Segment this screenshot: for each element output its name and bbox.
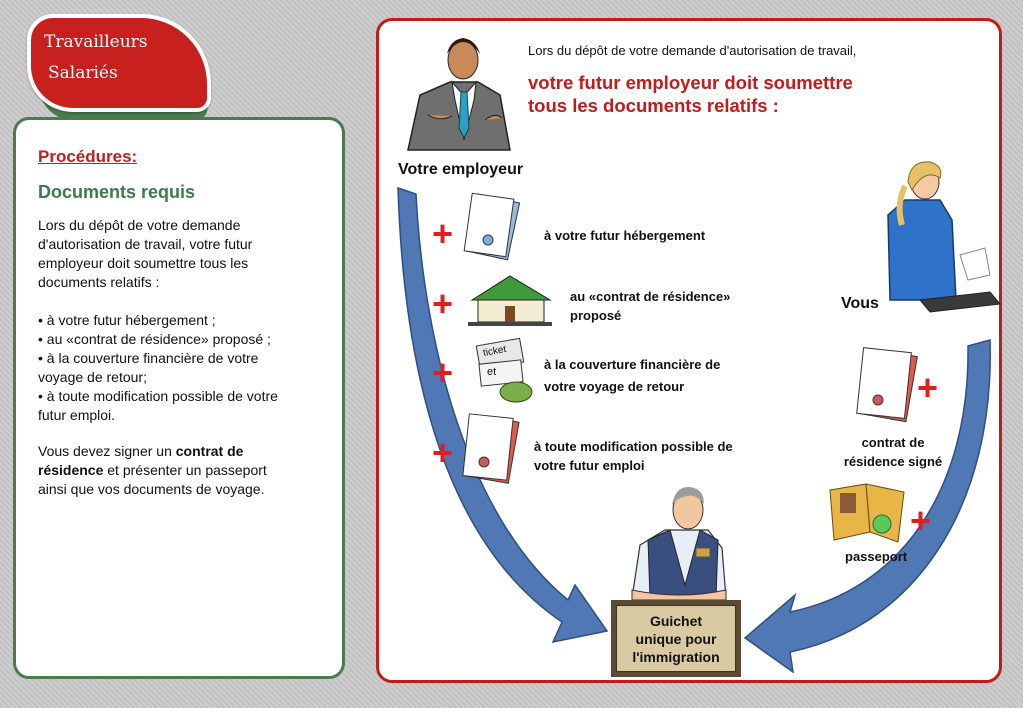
desk-line: l'immigration <box>632 648 720 665</box>
bullet-line: • à votre futur hébergement ; <box>38 312 216 328</box>
signed-contract-label <box>838 433 948 471</box>
coverage-line: votre voyage de retour <box>544 379 685 394</box>
plus-sign: + <box>910 500 932 541</box>
vous-label: Vous <box>841 295 879 312</box>
diagram-intro: Lors du dépôt de votre demande d'autorisation de travail, <box>528 43 857 58</box>
plus-sign: + <box>432 213 454 254</box>
plus-sign: + <box>432 352 454 393</box>
closing-text: et présenter un passeport <box>103 462 267 478</box>
closing-text: Vous devez signer un <box>38 443 176 459</box>
job-change-document-icon <box>463 414 519 483</box>
bullet-line: • à la couverture financière de votre <box>38 350 259 366</box>
closing-bold: contrat de <box>175 443 244 459</box>
intro-line: employeur doit soumettre tous les <box>38 255 249 271</box>
plus-sign: + <box>432 432 454 473</box>
passport-label: passeport <box>845 549 908 564</box>
intro-line: Lors du dépôt de votre demande <box>38 217 241 233</box>
housing-document-icon <box>464 193 519 259</box>
signed-contract-line: résidence signé <box>843 454 943 469</box>
closing-text: ainsi que vos documents de voyage. <box>38 481 265 497</box>
housing-label: à votre futur hébergement <box>544 228 706 243</box>
desk-line: Guichet <box>649 612 703 629</box>
headline-line: votre futur employeur doit soumettre <box>528 72 853 93</box>
intro-line: d'autorisation de travail, votre futur <box>38 236 253 252</box>
modification-line: votre futur emploi <box>534 458 645 473</box>
documents-title: Documents requis <box>38 182 196 202</box>
intro-line: documents relatifs : <box>38 274 160 290</box>
headline-line: tous les documents relatifs : <box>528 95 779 116</box>
signed-contract-line: contrat de <box>861 435 925 450</box>
modification-label <box>534 437 733 475</box>
employer-label: Votre employeur <box>398 161 524 178</box>
modification-line: à toute modification possible de <box>534 439 733 454</box>
coverage-label <box>544 354 720 398</box>
bullet-line: • au «contrat de résidence» proposé ; <box>38 331 271 347</box>
badge-line-1: Travailleurs <box>44 32 148 52</box>
residence-line: proposé <box>570 308 622 323</box>
ticket-text: ticket <box>482 344 508 359</box>
bullet-line: voyage de retour; <box>38 369 147 385</box>
immigration-desk-label <box>616 605 736 672</box>
plus-sign: + <box>432 283 454 324</box>
procedures-title: Procédures: <box>38 147 138 166</box>
immigration-desk <box>611 600 741 677</box>
bullet-line: • à toute modification possible de votre <box>38 388 278 404</box>
closing-bold: résidence <box>38 462 104 478</box>
desk-line: unique pour <box>635 630 717 647</box>
coverage-line: à la couverture financière de <box>544 357 721 372</box>
residence-label <box>570 287 730 325</box>
house-icon <box>468 276 552 326</box>
signed-contract-document-icon <box>857 348 918 422</box>
residence-line: au «contrat de résidence» <box>570 289 731 304</box>
et-text: et <box>487 366 497 378</box>
passport-icon <box>830 484 904 542</box>
badge-line-2: Salariés <box>48 63 118 83</box>
bullet-line: futur emploi. <box>38 407 116 423</box>
plus-sign: + <box>917 367 939 408</box>
